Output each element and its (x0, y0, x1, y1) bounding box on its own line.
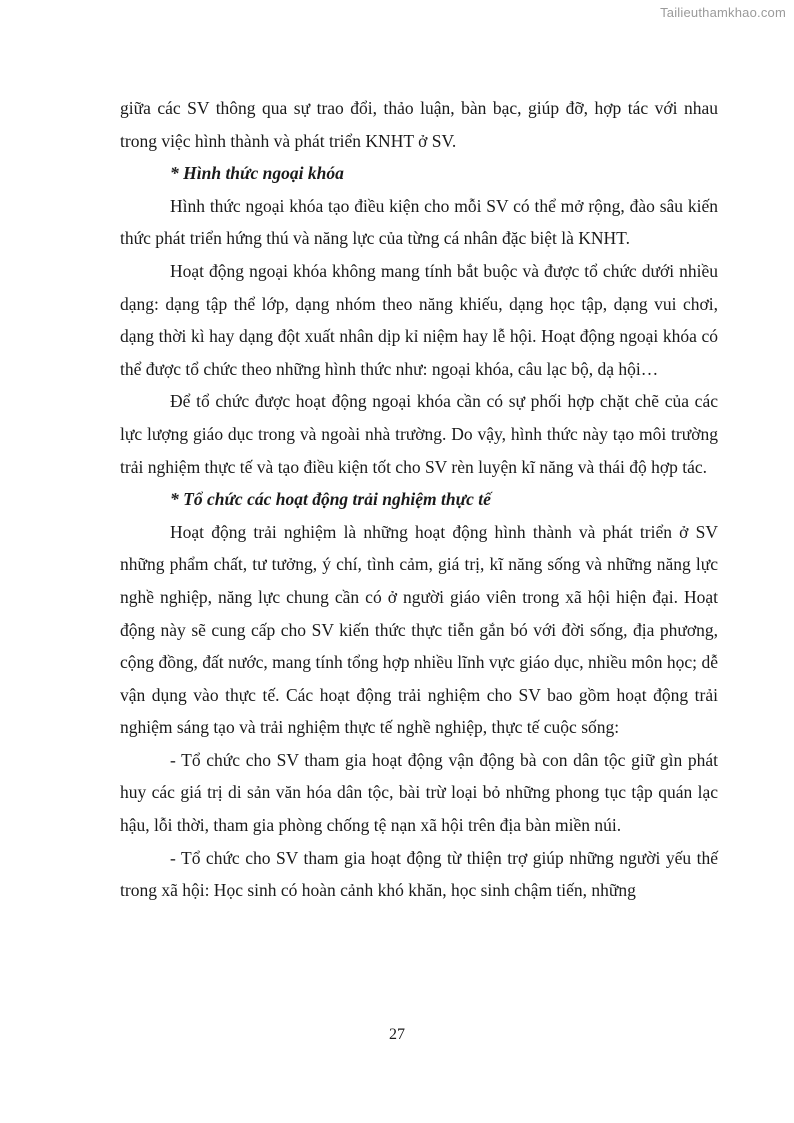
watermark: Tailieuthamkhao.com (660, 5, 786, 20)
paragraph: Hoạt động trải nghiệm là những hoạt động hình thành và phát triển ở SV những phẩm chất, tư tưởng, ý chí, tình cảm, giá trị, kĩ năng sống và những năng lực nghề nghiệp, năng lực chung cần có ở người giáo viên trong xã hội hiện đại. Hoạt động này sẽ cung cấp cho SV kiến thức thực tiễn gắn bó với đời sống, địa phương, cộng đồng, đất nước, mang tính tổng hợp nhiều lĩnh vực giáo dục, nhiều môn học; dễ vận dụng vào thực tế. Các hoạt động trải nghiệm cho SV bao gồm hoạt động trải nghiệm sáng tạo và trải nghiệm thực tế nghề nghiệp, thực tế cuộc sống: (120, 521, 718, 738)
body-text (120, 92, 718, 907)
section-heading-extracurricular: * Hình thức ngoại khóa (170, 163, 344, 184)
paragraph-continuation: giữa các SV thông qua sự trao đổi, thảo luận, bàn bạc, giúp đỡ, hợp tác với nhau trong việc hình thành và phát triển KNHT ở SV. (120, 98, 718, 151)
paragraph: Để tổ chức được hoạt động ngoại khóa cần có sự phối hợp chặt chẽ của các lực lượng giáo dục trong và ngoài nhà trường. Do vậy, hình thức này tạo môi trường trải nghiệm thực tế và tạo điều kiện tốt cho SV rèn luyện kĩ năng và thái độ hợp tác. (120, 391, 718, 477)
section-heading-experiential-activities: * Tổ chức các hoạt động trải nghiệm thực tế (170, 489, 491, 510)
paragraph: Hình thức ngoại khóa tạo điều kiện cho mỗi SV có thể mở rộng, đào sâu kiến thức phát triển hứng thú và năng lực của từng cá nhân đặc biệt là KNHT. (120, 195, 718, 249)
list-item-paragraph: - Tổ chức cho SV tham gia hoạt động vận động bà con dân tộc giữ gìn phát huy các giá trị di sản văn hóa dân tộc, bài trừ loại bỏ những phong tục tập quán lạc hậu, lỗi thời, tham gia phòng chống tệ nạn xã hội trên địa bàn miền núi. (120, 749, 718, 836)
list-item-paragraph: - Tổ chức cho SV tham gia hoạt động từ thiện trợ giúp những người yếu thế trong xã hội: Học sinh có hoàn cảnh khó khăn, học sinh chậm tiến, những (120, 847, 718, 901)
paragraph: Hoạt động ngoại khóa không mang tính bắt buộc và được tổ chức dưới nhiều dạng: dạng tập thể lớp, dạng nhóm theo năng khiếu, dạng học tập, dạng vui chơi, dạng thời kì hay dạng đột xuất nhân dịp kỉ niệm hay lễ hội. Hoạt động ngoại khóa có thể được tổ chức theo những hình thức như: ngoại khóa, câu lạc bộ, dạ hội… (120, 260, 718, 379)
page-number: 27 (389, 1026, 405, 1043)
